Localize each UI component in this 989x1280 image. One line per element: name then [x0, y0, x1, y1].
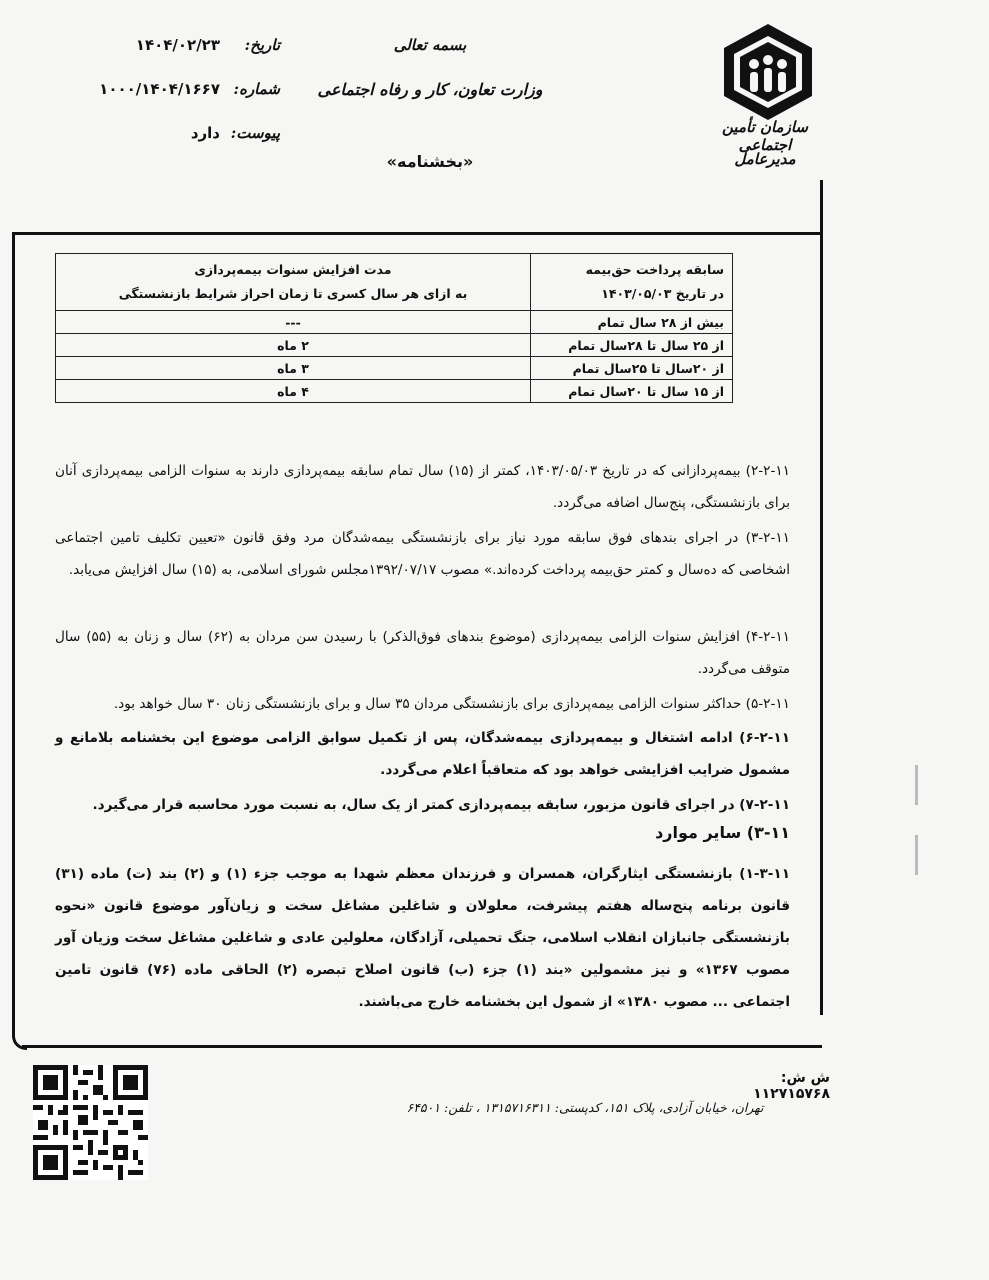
attachment-value: دارد: [190, 124, 220, 142]
scan-edge-mark: [915, 765, 918, 805]
tracking-label: ش ش:: [780, 1070, 830, 1086]
paragraph-2-2: ۲-۲-۱۱) بیمه‌پردازانی که در تاریخ ۱۴۰۳/۰۵/۰۳، کمتر از (۱۵) سال تمام سابقه بیمه‌پردازی دارند به سنوات الزامی بیمه‌پردازی آنان برای بازنشستگی، پنج‌سال اضافه می‌گردد.: [55, 463, 790, 511]
tracking-value: ۱۱۲۷۱۵۷۶۸: [753, 1086, 830, 1102]
number-label: شماره:: [233, 80, 280, 98]
frame-right-line: [820, 180, 823, 1015]
paragraph-2-6: ۶-۲-۱۱) ادامه اشتغال و بیمه‌پردازی بیمه‌شدگان، پس از تکمیل سوابق الزامی موضوع این بخشنامه بلامانع و مشمول ضرایب افزایشی خواهد بود که متعاقباً اعلام می‌گردد.: [55, 730, 790, 778]
table-cell: ۴ ماه: [56, 380, 531, 403]
tracking-code: [700, 1070, 830, 1102]
table-row: [56, 357, 733, 380]
frame-top-line: [12, 232, 822, 235]
number-value: ۱۰۰۰/۱۴۰۴/۱۶۶۷: [99, 80, 220, 98]
table-header-row: [56, 254, 733, 311]
col2-header-line1: مدت افزایش سنوات بیمه‌پردازی: [194, 262, 392, 277]
organization-name: سازمان تأمین اجتماعی: [722, 118, 808, 154]
paragraph-3-1: ۱-۳-۱۱) بازنشستگی ایثارگران، همسران و فرزندان معظم شهدا به موجب جزء (۱) و (۲) بند (ت) ماده (۳۱) قانون برنامه پنج‌ساله هفتم پیشرفت، معلولان و شاغلین مشاغل سخت و زیان‌آور موضوع قانون «نحوه بازنشستگی جانبازان انقلاب اسلامی، جنگ تحمیلی، آزادگان، معلولین عادی و شاغلین مشاغل سخت وزیان آور مصوب ۱۳۶۷» و نیز مشمولین «بند (۱) جزء (ب) قانون اصلاح تبصره (۲) الحاقی ماده (۷۶) قانون تامین اجتماعی ... مصوب ۱۳۸۰» از شمول این بخشنامه خارج می‌باشند.: [55, 866, 790, 1010]
date-label: تاریخ:: [244, 36, 280, 54]
attachment-row: [60, 124, 280, 150]
paragraph-2-5: ۵-۲-۱۱) حداکثر سنوات الزامی بیمه‌پردازی برای بازنشستگی مردان ۳۵ سال و برای بازنشستگی زنان ۳۰ سال خواهد بود.: [113, 696, 790, 712]
document-type: «بخشنامه»: [386, 152, 474, 171]
date-value: ۱۴۰۴/۰۲/۲۳: [135, 36, 220, 54]
col2-header-line2: به ازای هر سال کسری تا زمان احراز شرایط بازنشستگی: [118, 286, 468, 301]
scan-edge-mark: [915, 835, 918, 875]
table-cell: ۲ ماه: [56, 334, 531, 357]
col1-header-line2: در تاریخ ۱۴۰۳/۰۵/۰۳: [601, 286, 724, 301]
section-3-title: ۳-۱۱) سایر موارد: [655, 823, 790, 842]
qr-code: [33, 1065, 148, 1180]
table-cell: از ۲۰سال تا ۲۵سال تمام: [531, 357, 733, 380]
table-row: [56, 311, 733, 334]
bismillah: بسمه تعالی: [393, 36, 467, 54]
table-header-cell: [56, 254, 531, 311]
paragraph-2-3: ۳-۲-۱۱) در اجرای بندهای فوق سابقه مورد نیاز برای بازنشستگی بیمه‌شدگان مرد وفق قانون «تعیین تکلیف تامین اجتماعی اشخاصی که ده‌سال و کمتر حق‌بیمه پرداخت کرده‌اند.» مصوب ۱۳۹۲/۰۷/۱۷مجلس شورای اسلامی، به (۱۵) سال افزایش می‌یابد.: [55, 530, 790, 578]
col1-header-line1: سابقه پرداخت حق‌بیمه: [585, 262, 724, 277]
organization-logo: [716, 22, 820, 122]
address-line: تهران، خیابان آزادی، پلاک ۱۵۱، کدپستی: ۱۳۱۵۷۱۶۳۱۱ ، تلفن: ۶۴۵۰۱: [406, 1100, 764, 1115]
sender-title: مدیرعامل: [734, 150, 796, 168]
table-cell: از ۲۵ سال تا ۲۸سال تمام: [531, 334, 733, 357]
table-row: [56, 380, 733, 403]
date-row: [60, 36, 280, 62]
table-cell: ---: [56, 311, 531, 334]
retirement-table: [55, 253, 733, 403]
table-row: [56, 334, 733, 357]
paragraph-2-4: ۴-۲-۱۱) افزایش سنوات الزامی بیمه‌پردازی (موضوع بندهای فوق‌الذکر) با رسیدن سن مردان به (۶۲) سال و زنان به (۵۵) سال متوقف می‌گردد.: [55, 629, 790, 677]
table-cell: ۳ ماه: [56, 357, 531, 380]
paragraph-2-7: ۷-۲-۱۱) در اجرای قانون مزبور، سابقه بیمه‌پردازی کمتر از یک سال، به نسبت مورد محاسبه قرار می‌گیرد.: [92, 797, 790, 813]
table-cell: از ۱۵ سال تا ۲۰سال تمام: [531, 380, 733, 403]
ministry-name: وزارت تعاون، کار و رفاه اجتماعی: [317, 80, 543, 99]
frame-bottom-line: [22, 1045, 822, 1048]
attachment-label: پیوست:: [230, 124, 280, 142]
frame-left-line: [12, 232, 27, 1050]
table-header-cell: [531, 254, 733, 311]
number-row: [60, 80, 280, 106]
table-cell: بیش از ۲۸ سال تمام: [531, 311, 733, 334]
